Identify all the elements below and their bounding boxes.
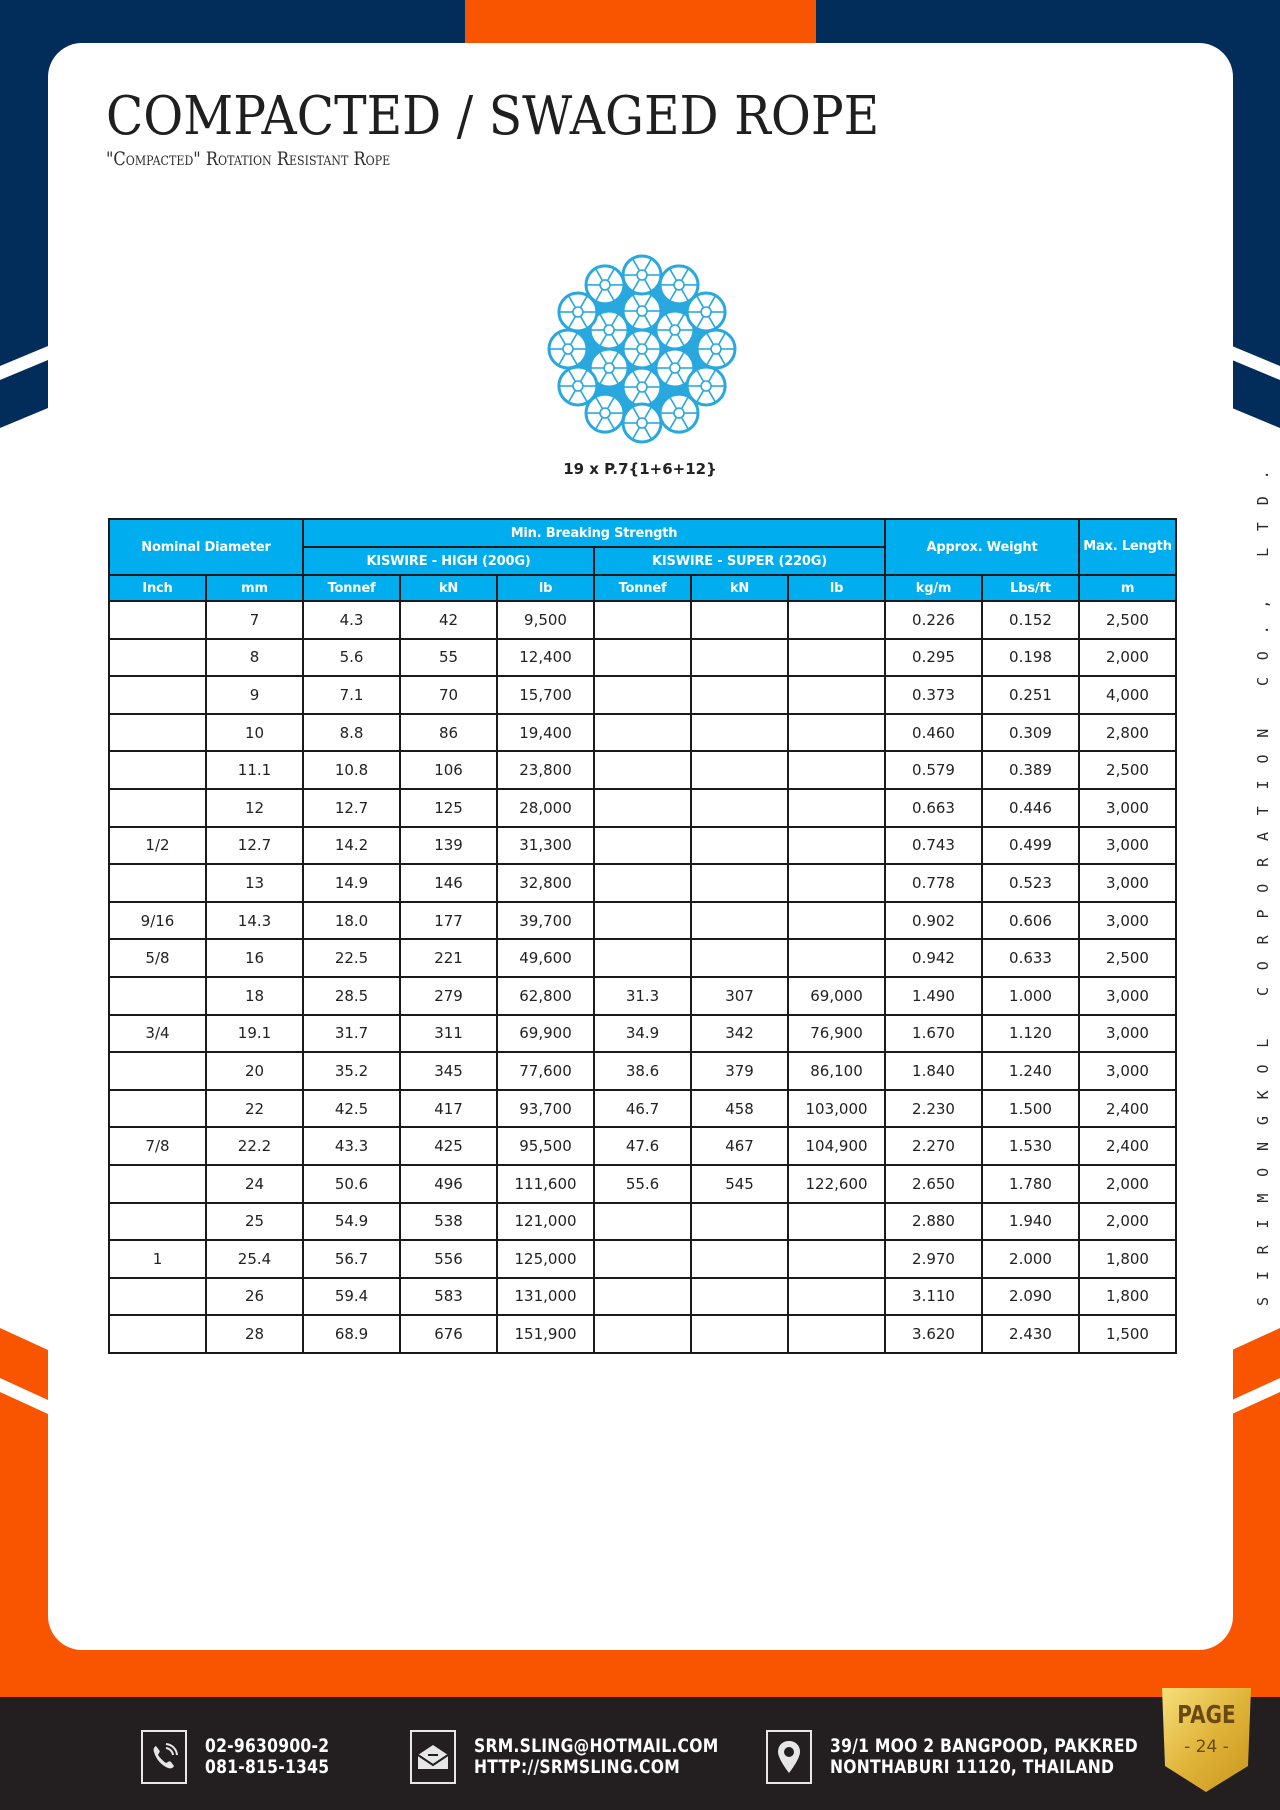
table-cell <box>788 676 885 714</box>
table-cell: 35.2 <box>303 1052 400 1090</box>
table-cell: 177 <box>400 902 497 940</box>
table-cell <box>788 789 885 827</box>
table-cell <box>109 639 206 677</box>
table-cell <box>594 714 691 752</box>
table-cell: 676 <box>400 1315 497 1353</box>
table-cell: 69,000 <box>788 977 885 1015</box>
table-cell: 1.240 <box>982 1052 1079 1090</box>
table-cell: 0.389 <box>982 751 1079 789</box>
address-line-1: 39/1 MOO 2 BANGPOOD, PAKKRED <box>830 1735 1138 1757</box>
table-cell: 28 <box>206 1315 303 1353</box>
table-cell <box>788 714 885 752</box>
right-navy-stripes <box>1232 300 1280 440</box>
table-cell: 68.9 <box>303 1315 400 1353</box>
table-cell: 146 <box>400 864 497 902</box>
table-cell: 12,400 <box>497 639 594 677</box>
table-cell: 139 <box>400 827 497 865</box>
unit-header: lb <box>497 575 594 601</box>
header-approx-weight: Approx. Weight <box>885 519 1079 575</box>
table-cell <box>109 1278 206 1316</box>
table-cell: 31.3 <box>594 977 691 1015</box>
table-cell: 0.152 <box>982 601 1079 639</box>
table-row <box>109 939 1176 977</box>
table-cell: 9 <box>206 676 303 714</box>
table-cell: 3,000 <box>1079 1052 1176 1090</box>
header-kiswire-super: KISWIRE - SUPER (220G) <box>594 547 885 575</box>
phone-icon <box>141 1730 187 1784</box>
table-cell: 1.940 <box>982 1203 1079 1241</box>
table-cell: 2.270 <box>885 1127 982 1165</box>
table-cell: 22 <box>206 1090 303 1128</box>
table-cell <box>691 1240 788 1278</box>
table-cell: 12.7 <box>206 827 303 865</box>
table-cell: 2.970 <box>885 1240 982 1278</box>
table-cell: 2,500 <box>1079 601 1176 639</box>
table-cell: 2,500 <box>1079 751 1176 789</box>
table-cell: 5/8 <box>109 939 206 977</box>
table-row <box>109 1278 1176 1316</box>
table-row <box>109 977 1176 1015</box>
table-cell: 39,700 <box>497 902 594 940</box>
table-cell: 379 <box>691 1052 788 1090</box>
unit-header: kN <box>400 575 497 601</box>
table-cell: 19,400 <box>497 714 594 752</box>
table-cell: 496 <box>400 1165 497 1203</box>
footer-email <box>410 1730 772 1784</box>
table-row <box>109 1240 1176 1278</box>
table-cell: 22.2 <box>206 1127 303 1165</box>
table-cell: 121,000 <box>497 1203 594 1241</box>
table-cell <box>691 676 788 714</box>
table-cell: 311 <box>400 1015 497 1053</box>
table-cell: 32,800 <box>497 864 594 902</box>
table-cell <box>109 1052 206 1090</box>
table-cell: 3,000 <box>1079 789 1176 827</box>
table-cell <box>691 1315 788 1353</box>
table-cell <box>788 1315 885 1353</box>
table-cell: 3.110 <box>885 1278 982 1316</box>
table-cell: 46.7 <box>594 1090 691 1128</box>
footer-phone <box>141 1730 357 1784</box>
table-cell <box>109 1315 206 1353</box>
table-cell: 131,000 <box>497 1278 594 1316</box>
table-cell: 1.670 <box>885 1015 982 1053</box>
table-cell: 18.0 <box>303 902 400 940</box>
page-number: - 24 - <box>1184 1737 1229 1757</box>
table-cell: 4,000 <box>1079 676 1176 714</box>
table-cell: 56.7 <box>303 1240 400 1278</box>
table-cell: 345 <box>400 1052 497 1090</box>
table-cell <box>594 827 691 865</box>
table-cell: 10.8 <box>303 751 400 789</box>
table-cell <box>594 1203 691 1241</box>
table-cell: 583 <box>400 1278 497 1316</box>
table-cell <box>691 939 788 977</box>
table-cell <box>109 789 206 827</box>
table-body <box>109 601 1176 1353</box>
table-cell: 2,000 <box>1079 639 1176 677</box>
table-cell: 0.633 <box>982 939 1079 977</box>
unit-header: Lbs/ft <box>982 575 1079 601</box>
table-cell: 1/2 <box>109 827 206 865</box>
table-cell: 0.373 <box>885 676 982 714</box>
table-cell: 2.090 <box>982 1278 1079 1316</box>
table-cell: 0.606 <box>982 902 1079 940</box>
table-cell <box>594 1315 691 1353</box>
table-cell <box>788 939 885 977</box>
table-cell: 55 <box>400 639 497 677</box>
table-cell: 14.3 <box>206 902 303 940</box>
table-cell <box>594 1278 691 1316</box>
table-cell: 0.446 <box>982 789 1079 827</box>
table-cell: 7/8 <box>109 1127 206 1165</box>
table-cell: 8.8 <box>303 714 400 752</box>
page-subtitle: "Compacted" Rotation Resistant Rope <box>106 148 391 170</box>
table-cell: 307 <box>691 977 788 1015</box>
table-cell: 25 <box>206 1203 303 1241</box>
table-cell: 0.499 <box>982 827 1079 865</box>
table-cell <box>109 977 206 1015</box>
address-line-2: NONTHABURI 11120, THAILAND <box>830 1756 1115 1778</box>
table-cell: 125 <box>400 789 497 827</box>
table-cell: 538 <box>400 1203 497 1241</box>
table-cell: 70 <box>400 676 497 714</box>
header-min-breaking-strength: Min. Breaking Strength <box>303 519 885 547</box>
table-cell: 1,500 <box>1079 1315 1176 1353</box>
unit-header: kN <box>691 575 788 601</box>
table-cell: 3,000 <box>1079 902 1176 940</box>
table-cell <box>109 676 206 714</box>
left-navy-stripes <box>0 300 48 440</box>
table-row <box>109 1165 1176 1203</box>
table-cell <box>109 751 206 789</box>
right-orange-stripes <box>1232 1320 1280 1480</box>
table-cell: 2.880 <box>885 1203 982 1241</box>
table-cell: 1.120 <box>982 1015 1079 1053</box>
header-max-length: Max. Length <box>1079 519 1176 575</box>
table-cell: 28.5 <box>303 977 400 1015</box>
location-pin-icon <box>766 1730 812 1784</box>
table-cell: 2.650 <box>885 1165 982 1203</box>
table-row <box>109 864 1176 902</box>
table-row <box>109 751 1176 789</box>
table-cell: 5.6 <box>303 639 400 677</box>
table-cell: 2,500 <box>1079 939 1176 977</box>
table-cell: 111,600 <box>497 1165 594 1203</box>
table-cell: 42 <box>400 601 497 639</box>
table-cell <box>691 789 788 827</box>
table-cell <box>594 1240 691 1278</box>
table-cell <box>788 751 885 789</box>
table-cell: 3,000 <box>1079 1015 1176 1053</box>
table-cell: 18 <box>206 977 303 1015</box>
table-row <box>109 1015 1176 1053</box>
unit-header: mm <box>206 575 303 601</box>
table-cell: 0.523 <box>982 864 1079 902</box>
table-row <box>109 1090 1176 1128</box>
table-cell: 13 <box>206 864 303 902</box>
table-cell: 50.6 <box>303 1165 400 1203</box>
table-row <box>109 601 1176 639</box>
rope-cross-section-icon <box>546 253 738 445</box>
table-cell <box>594 789 691 827</box>
table-cell: 76,900 <box>788 1015 885 1053</box>
unit-header: Inch <box>109 575 206 601</box>
table-cell: 47.6 <box>594 1127 691 1165</box>
website-link[interactable]: HTTP://SRMSLING.COM <box>474 1756 680 1778</box>
table-cell: 1.780 <box>982 1165 1079 1203</box>
table-cell: 3,000 <box>1079 827 1176 865</box>
table-cell <box>788 1203 885 1241</box>
table-cell <box>594 639 691 677</box>
table-cell <box>691 751 788 789</box>
table-row <box>109 1315 1176 1353</box>
table-cell: 9/16 <box>109 902 206 940</box>
table-cell <box>691 1203 788 1241</box>
table-cell: 0.309 <box>982 714 1079 752</box>
table-cell: 1 <box>109 1240 206 1278</box>
table-cell: 0.902 <box>885 902 982 940</box>
table-cell <box>109 864 206 902</box>
table-cell: 2.430 <box>982 1315 1079 1353</box>
page-label: PAGE <box>1177 1700 1236 1729</box>
table-cell: 0.942 <box>885 939 982 977</box>
unit-header: kg/m <box>885 575 982 601</box>
table-cell: 417 <box>400 1090 497 1128</box>
table-cell: 103,000 <box>788 1090 885 1128</box>
table-cell: 19.1 <box>206 1015 303 1053</box>
table-cell <box>594 676 691 714</box>
table-cell: 69,900 <box>497 1015 594 1053</box>
table-cell: 0.460 <box>885 714 982 752</box>
header-nominal-diameter: Nominal Diameter <box>109 519 303 575</box>
table-cell: 7.1 <box>303 676 400 714</box>
table-cell: 122,600 <box>788 1165 885 1203</box>
table-cell: 1.490 <box>885 977 982 1015</box>
table-cell: 342 <box>691 1015 788 1053</box>
table-cell: 125,000 <box>497 1240 594 1278</box>
table-cell: 0.295 <box>885 639 982 677</box>
table-cell: 151,900 <box>497 1315 594 1353</box>
email-link[interactable]: SRM.SLING@HOTMAIL.COM <box>474 1735 719 1757</box>
table-cell: 2.230 <box>885 1090 982 1128</box>
table-cell: 3,000 <box>1079 864 1176 902</box>
table-cell: 8 <box>206 639 303 677</box>
table-row <box>109 676 1176 714</box>
table-cell <box>594 601 691 639</box>
table-cell: 1,800 <box>1079 1240 1176 1278</box>
table-cell <box>788 639 885 677</box>
table-cell: 425 <box>400 1127 497 1165</box>
table-row <box>109 902 1176 940</box>
table-cell: 12 <box>206 789 303 827</box>
table-cell <box>691 639 788 677</box>
table-cell <box>788 1240 885 1278</box>
table-cell: 2.000 <box>982 1240 1079 1278</box>
table-cell: 7 <box>206 601 303 639</box>
table-cell: 77,600 <box>497 1052 594 1090</box>
table-cell: 279 <box>400 977 497 1015</box>
table-cell: 0.226 <box>885 601 982 639</box>
phone-number-1[interactable]: 02-9630900-2 <box>205 1735 330 1757</box>
table-cell: 42.5 <box>303 1090 400 1128</box>
table-cell: 11.1 <box>206 751 303 789</box>
table-cell <box>691 714 788 752</box>
table-cell: 2,000 <box>1079 1203 1176 1241</box>
table-cell: 14.9 <box>303 864 400 902</box>
page-title: COMPACTED / SWAGED ROPE <box>106 86 880 147</box>
table-cell: 26 <box>206 1278 303 1316</box>
table-cell: 93,700 <box>497 1090 594 1128</box>
table-cell: 55.6 <box>594 1165 691 1203</box>
table-cell <box>691 601 788 639</box>
table-cell: 3,000 <box>1079 977 1176 1015</box>
table-cell: 1,800 <box>1079 1278 1176 1316</box>
table-cell: 458 <box>691 1090 788 1128</box>
table-cell: 23,800 <box>497 751 594 789</box>
table-cell <box>594 902 691 940</box>
table-cell: 556 <box>400 1240 497 1278</box>
table-cell: 545 <box>691 1165 788 1203</box>
table-cell: 104,900 <box>788 1127 885 1165</box>
header-kiswire-high: KISWIRE - HIGH (200G) <box>303 547 594 575</box>
table-cell <box>691 1278 788 1316</box>
table-cell: 2,400 <box>1079 1127 1176 1165</box>
table-cell: 1.840 <box>885 1052 982 1090</box>
table-cell: 9,500 <box>497 601 594 639</box>
table-cell: 59.4 <box>303 1278 400 1316</box>
table-cell: 0.251 <box>982 676 1079 714</box>
table-cell <box>691 902 788 940</box>
footer-address <box>766 1730 1206 1784</box>
table-cell: 15,700 <box>497 676 594 714</box>
table-row <box>109 789 1176 827</box>
table-cell: 106 <box>400 751 497 789</box>
phone-number-2[interactable]: 081-815-1345 <box>205 1756 330 1778</box>
table-cell <box>788 601 885 639</box>
rope-construction-caption: 19 x P.7{1+6+12} <box>563 460 717 478</box>
table-cell: 3/4 <box>109 1015 206 1053</box>
table-cell <box>788 902 885 940</box>
table-cell <box>109 1165 206 1203</box>
table-cell: 0.198 <box>982 639 1079 677</box>
table-cell: 3.620 <box>885 1315 982 1353</box>
table-cell: 54.9 <box>303 1203 400 1241</box>
table-cell: 1.530 <box>982 1127 1079 1165</box>
table-cell: 2,400 <box>1079 1090 1176 1128</box>
table-cell <box>788 827 885 865</box>
table-cell <box>109 601 206 639</box>
table-cell <box>788 1278 885 1316</box>
unit-header: Tonnef <box>303 575 400 601</box>
table-row <box>109 639 1176 677</box>
table-row <box>109 1203 1176 1241</box>
envelope-icon <box>410 1730 456 1784</box>
table-cell: 467 <box>691 1127 788 1165</box>
table-cell: 31,300 <box>497 827 594 865</box>
table-cell: 43.3 <box>303 1127 400 1165</box>
table-cell: 16 <box>206 939 303 977</box>
unit-header: lb <box>788 575 885 601</box>
table-cell <box>594 939 691 977</box>
table-cell <box>691 864 788 902</box>
table-cell: 95,500 <box>497 1127 594 1165</box>
table-cell: 86 <box>400 714 497 752</box>
table-cell: 4.3 <box>303 601 400 639</box>
table-cell: 31.7 <box>303 1015 400 1053</box>
table-cell <box>788 864 885 902</box>
table-cell: 12.7 <box>303 789 400 827</box>
table-cell <box>109 714 206 752</box>
table-cell <box>109 1203 206 1241</box>
table-cell <box>109 1090 206 1128</box>
table-cell: 0.579 <box>885 751 982 789</box>
table-cell: 1.000 <box>982 977 1079 1015</box>
table-cell: 62,800 <box>497 977 594 1015</box>
unit-header-row <box>109 575 1176 601</box>
table-row <box>109 827 1176 865</box>
specification-table <box>108 518 1177 1354</box>
table-row <box>109 1127 1176 1165</box>
table-cell: 1.500 <box>982 1090 1079 1128</box>
unit-header: Tonnef <box>594 575 691 601</box>
table-cell <box>594 751 691 789</box>
company-name-vertical: SIRIMONGKOL CORPORATION CO., LTD. <box>1254 453 1272 1306</box>
left-orange-stripes <box>0 1320 48 1480</box>
table-cell: 0.743 <box>885 827 982 865</box>
table-cell <box>594 864 691 902</box>
table-cell: 86,100 <box>788 1052 885 1090</box>
table-cell: 2,000 <box>1079 1165 1176 1203</box>
table-cell: 20 <box>206 1052 303 1090</box>
table-cell <box>691 827 788 865</box>
table-row <box>109 714 1176 752</box>
table-cell: 25.4 <box>206 1240 303 1278</box>
unit-header: m <box>1079 575 1176 601</box>
table-cell: 38.6 <box>594 1052 691 1090</box>
table-cell: 0.778 <box>885 864 982 902</box>
table-cell: 2,800 <box>1079 714 1176 752</box>
table-cell: 24 <box>206 1165 303 1203</box>
table-cell: 22.5 <box>303 939 400 977</box>
table-cell: 0.663 <box>885 789 982 827</box>
table-cell: 34.9 <box>594 1015 691 1053</box>
table-cell: 14.2 <box>303 827 400 865</box>
table-cell: 221 <box>400 939 497 977</box>
table-cell: 49,600 <box>497 939 594 977</box>
table-cell: 28,000 <box>497 789 594 827</box>
table-row <box>109 1052 1176 1090</box>
table-cell: 10 <box>206 714 303 752</box>
